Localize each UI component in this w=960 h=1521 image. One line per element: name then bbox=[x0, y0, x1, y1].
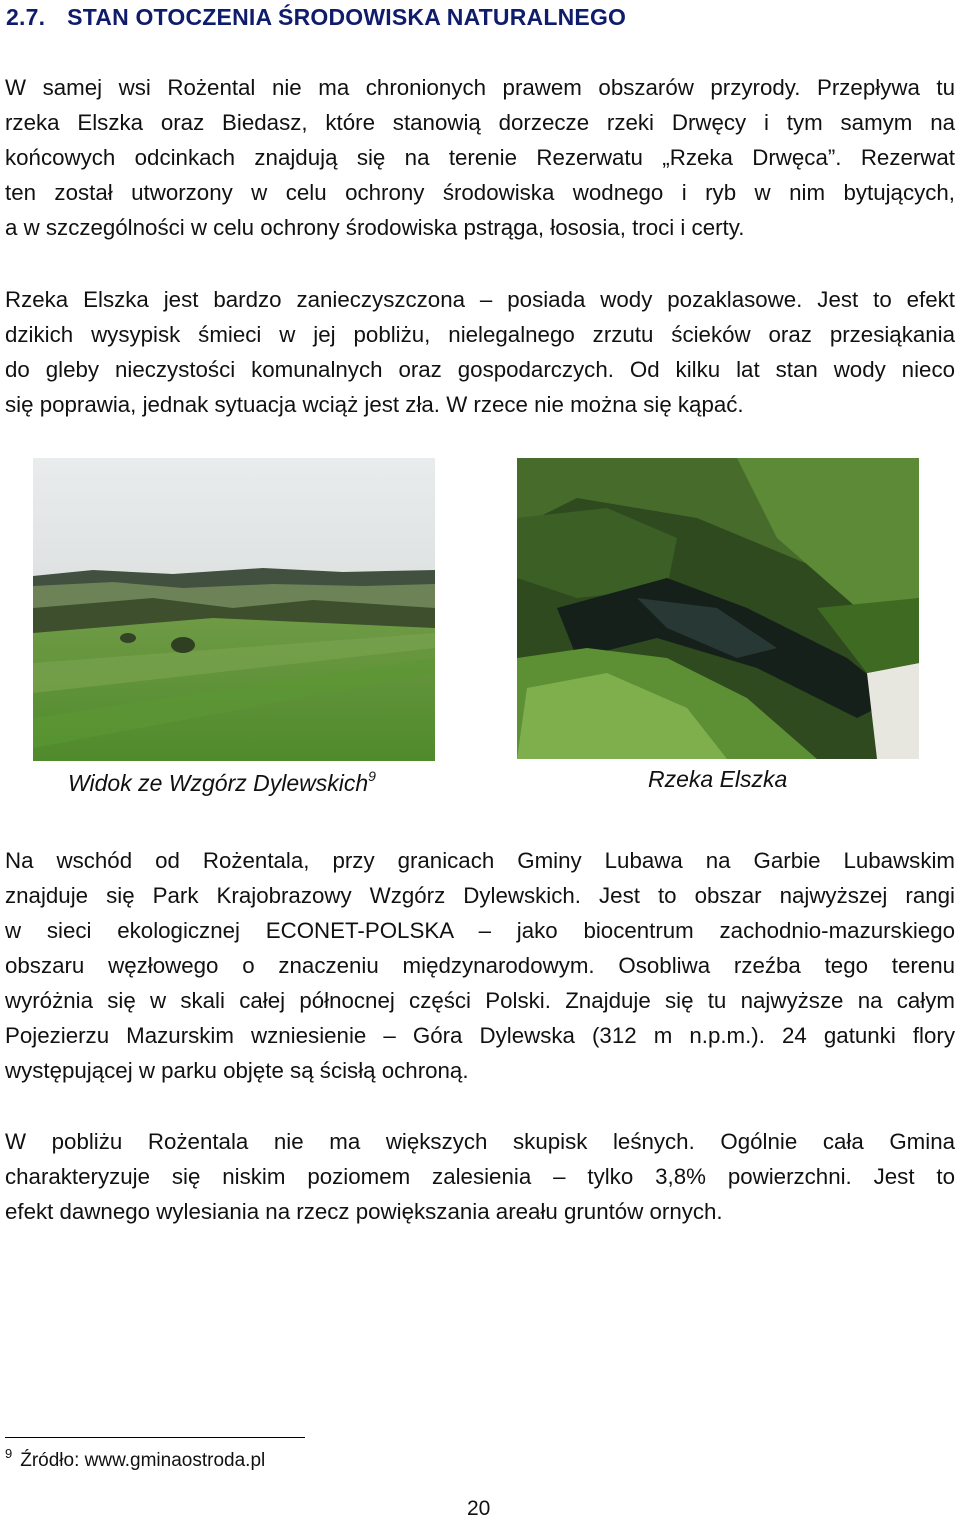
text-line: rzeka Elszka oraz Biedasz, które stanowią dorzecze rzeki Drwęcy i tym samym na bbox=[5, 110, 955, 135]
text-line: ten został utworzony w celu ochrony środowiska wodnego i ryb w nim bytujących, bbox=[5, 180, 955, 205]
text-line: dzikich wysypisk śmieci w jej pobliżu, nielegalnego zrzutu ścieków oraz przesiąkania bbox=[5, 322, 955, 347]
text-line: a w szczególności w celu ochrony środowiska pstrąga, łososia, troci i certy. bbox=[5, 215, 745, 240]
text-line: się poprawia, jednak sytuacja wciąż jest zła. W rzece nie można się kąpać. bbox=[5, 392, 744, 417]
text-line: znajduje się Park Krajobrazowy Wzgórz Dylewskich. Jest to obszar najwyższej rangi bbox=[5, 883, 955, 908]
landscape-photo bbox=[33, 458, 435, 761]
footnote-reference[interactable]: 9 bbox=[368, 768, 376, 784]
paragraph-forestation bbox=[5, 1124, 955, 1229]
landscape-photo-caption bbox=[68, 768, 376, 797]
text-line: do gleby nieczystości komunalnych oraz gospodarczych. Od kilku lat stan wody nieco bbox=[5, 357, 955, 382]
footnote-divider bbox=[5, 1437, 305, 1438]
text-line: końcowych odcinkach znajdują się na terenie Rezerwatu „Rzeka Drwęca”. Rezerwat bbox=[5, 145, 955, 170]
paragraph-elszka-pollution bbox=[5, 282, 955, 422]
text-line: W samej wsi Rożental nie ma chronionych prawem obszarów przyrody. Przepływa tu bbox=[5, 75, 955, 100]
text-line: W pobliżu Rożentala nie ma większych skupisk leśnych. Ogólnie cała Gmina bbox=[5, 1129, 955, 1154]
section-heading bbox=[6, 4, 626, 31]
text-line: obszaru węzłowego o znaczeniu międzynarodowym. Osobliwa rzeźba tego terenu bbox=[5, 953, 955, 978]
text-line: charakteryzuje się niskim poziomem zalesienia – tylko 3,8% powierzchni. Jest to bbox=[5, 1164, 955, 1189]
text-line: Pojezierzu Mazurskim wzniesienie – Góra Dylewska (312 m n.p.m.). 24 gatunki flory bbox=[5, 1023, 955, 1048]
footnote bbox=[5, 1446, 265, 1472]
text-line: występującej w parku objęte są ścisłą ochroną. bbox=[5, 1058, 469, 1083]
footnote-text: Źródło: www.gminaostroda.pl bbox=[20, 1450, 266, 1471]
text-line: efekt dawnego wylesiania na rzecz powiększania areału gruntów ornych. bbox=[5, 1199, 723, 1224]
text-line: wyróżnia się w skali całej północnej części Polski. Znajduje się tu najwyższe na całym bbox=[5, 988, 955, 1013]
river-photo-caption: Rzeka Elszka bbox=[648, 766, 788, 792]
text-line: Rzeka Elszka jest bardzo zanieczyszczona – posiada wody pozaklasowe. Jest to efekt bbox=[5, 287, 955, 312]
section-number: 2.7. bbox=[6, 4, 46, 30]
text-line: Na wschód od Rożentala, przy granicach Gminy Lubawa na Garbie Lubawskim bbox=[5, 848, 955, 873]
footnote-number: 9 bbox=[5, 1446, 13, 1461]
paragraph-rozental-nature bbox=[5, 70, 955, 245]
section-title: STAN OTOCZENIA ŚRODOWISKA NATURALNEGO bbox=[67, 4, 627, 30]
page-number: 20 bbox=[467, 1497, 491, 1520]
paragraph-dylewskie-park bbox=[5, 843, 955, 1088]
river-photo bbox=[517, 458, 919, 759]
text-line: w sieci ekologicznej ECONET-POLSKA – jako biocentrum zachodnio-mazurskiego bbox=[5, 918, 955, 943]
caption-text: Widok ze Wzgórz Dylewskich bbox=[68, 770, 369, 796]
